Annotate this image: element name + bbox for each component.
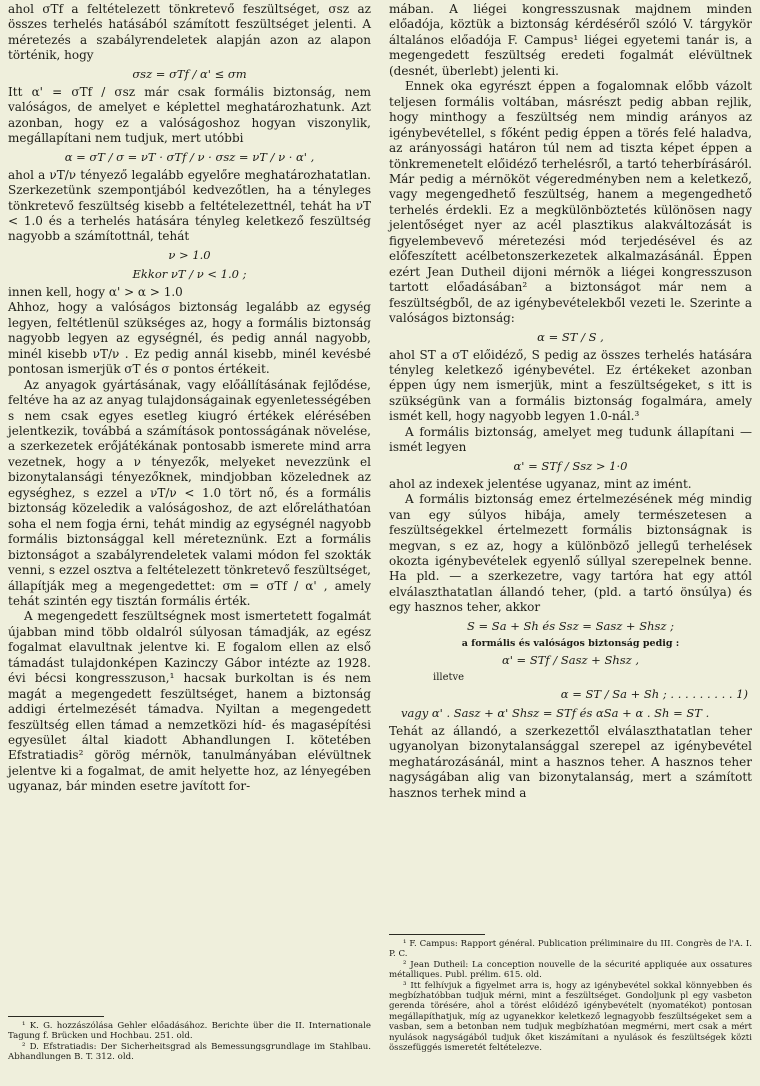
right-column	[389, 2, 752, 1054]
footnote: ² Jean Dutheil: La conception nouvelle de la sécurité appliquée aux ossatures métalliques. Publ. prélim. 615. old.	[389, 959, 752, 981]
paragraph: ahol ST a σT előidéző, S pedig az összes terhelés hatására tényleg keletkező igénybevétel. Ez értékeket azonban éppen úgy nem ismerjük, mint a feszültségeket, s itt is szükségünk van a formális biztonság fogalmára, amely ismét kell, hogy nagyobb legyen 1.0-nál.³	[389, 347, 752, 424]
equation-label: a formális és valóságos biztonság pedig :	[461, 637, 680, 649]
equation: S = Sa + Sh és Ssz = Sasz + Shsz ;	[466, 618, 674, 633]
footnote-divider	[8, 1016, 104, 1017]
paragraph: ahol a νT/ν tényező legalább egyelőre meghatározhatatlan. Szerkezetünk szempontjából kedvezőtlen, ha a tényleges tönkretevő feszültség kisebb a feltételezettnél, tehát ha νT < 1.0 és a terhelés hatására tényleg keletkező feszültség nagyobb a számítottnál, tehát	[8, 167, 371, 244]
footnote: ¹ K. G. hozzászólása Gehler előadásához. Berichte über die II. Internationale Tagung f. Brücken und Hochbau. 251. old.	[8, 1021, 371, 1042]
paragraph: innen kell, hogy α' > α > 1.0	[8, 284, 183, 299]
equation: α = σT / σ = νT · σTf / ν · σsz = νT / ν · α' ,	[64, 149, 315, 164]
footnote: ³ Itt felhívjuk a figyelmet arra is, hogy az igénybevétel sokkal könnyebben és megbízhatóbban tudjuk mérni, mint a feszültséget. Gondoljunk pl egy vasbeton gerenda törésére, ahol a törést előidéző igénybevételt (nyomatékot) pontosan megállapíthatjuk, míg az ugyanekkor keletkező legnagyobb feszültségeket sem a vasban, sem a betonban nem tudjuk megbízhatóan megmérni, mert csak a mért nyulások nagyságából tudjuk őket kiszámítani a nyulások és feszültségek közti összefüggés ismeretét feltételezve.	[389, 980, 752, 1054]
equation: α = ST / S ,	[537, 329, 604, 344]
equation: α' = STf / Ssz > 1·0	[513, 458, 628, 473]
equation: Ekkor νT / ν < 1.0 ;	[132, 266, 247, 281]
paragraph: Tehát az állandó, a szerkezettől elválaszthatatlan teher ugyanolyan bizonytalansággal szerepel az igénybevétel meghatározásánál, mint a hasznos teher. A hasznos teher nagyságában alig van bizonytalanság, mert a számított hasznos terhek mind a	[389, 723, 752, 800]
equation: ν > 1.0	[168, 247, 211, 262]
paragraph: A megengedett feszültségnek most ismertetett fogalmát újabban mind több oldalról súlyosan támadják, az egész fogalmat elavultnak jelentve ki. E fogalom ellen az első támadást tulajdonképen Kazinczy Gábor intézte az 1928. évi bécsi kongresszuson,¹ hacsak burkoltan is és nem magát a megengedett feszültséget, hanem a biztonság addigi értelmezését támadva. Nyiltan a megengedett feszültség ellen támad a nemzetközi híd- és magasépítési egyesület által kiadott Abhandlungen I. kötetében Efstratiadis² görög mérnök, tanulmányában elévültnek jelentve ki a fogalmat, de amit helyette hoz, az lényegében ugyanaz, bár minden esetre javított for-	[8, 609, 371, 794]
footnote: ² D. Efstratiadis: Der Sicherheitsgrad als Bemessungsgrundlage im Stahlbau. Abhandlungen B. T. 312. old.	[8, 1041, 371, 1063]
equation: vagy α' . Sasz + α' Shsz = STf és αSa + α . Sh = ST .	[401, 705, 710, 720]
equation: α' = STf / Sasz + Shsz ,	[501, 652, 640, 667]
paragraph: Ennek oka egyrészt éppen a fogalomnak előbb vázolt teljesen formális voltában, másrészt pedig abban rejlik, hogy minthogy a feszültség nem mindig arányos az igénybevétellel, s főként pedig éppen a törés felé haladva, az arányossági határon túl nem ad tiszta képet éppen a tönkremenetelt előidéző terhelésről, a tartó teherbírásáról. Már pedig a mérnököt végeredményben nem a keletkező, vagy megengedhető feszültség, hanem a megengedhető terhelés érdekli. Ez a megkülönböztetés különösen nagy jelentőséget nyer az acél plasztikus alakváltozását is figyelembevevő méretezési mód terjedésével és az előfeszített acélbetonszerkezetek alkalmazásánál. Éppen ezért Jean Dutheil dijoni mérnök a liégei kongresszuson tartott előadásában² a biztonságot már nem a feszültségből, de az igénybevételekből vezeti le. Szerinte a valóságos biztonság:	[389, 79, 752, 326]
equation: σsz = σTf / α' ≤ σm	[132, 66, 247, 81]
footnotes	[389, 928, 752, 1053]
equation: α = ST / Sa + Sh ; . . . . . . . . . 1)	[560, 686, 748, 701]
paragraph: Ahhoz, hogy a valóságos biztonság legalább az egység legyen, feltétlenül szükséges az, hogy a formális biztonság nagyobb legyen az egységnél, és pedig annál nagyobb, minél kisebb νT/ν . Ez pedig annál kisebb, minél kevésbé pontosan ismerjük σT és σ pontos értékeit.	[8, 300, 371, 377]
paragraph: ahol σTf a feltételezett tönkretevő feszültséget, σsz az összes terhelés hatásából számított feszültséget jelenti. A méretezés a szabályrendeletek alapján azon az alapon történik, hogy	[8, 2, 371, 63]
paragraph: A formális biztonság, amelyet meg tudunk állapítani — ismét legyen	[389, 424, 752, 455]
footnotes	[8, 1010, 371, 1063]
paragraph: Az anyagok gyártásának, vagy előállításának fejlődése, feltéve ha az az anyag tulajdonságainak egyenletességében s nem csak egyes esetleg kiugró értékek elérésében jelentkezik, továbbá a számítások pontosságának növelése, a szerkezetek erőjátékának pontosabb ismerete mind arra vezetnek, hogy a ν tényezők, melyeket nevezzünk el bizonytalansági tényezőknek, mindjobban közelednek az egységhez, s ezzel a νT/ν < 1.0 tört nő, és a formális biztonság közeledik a valóságoshoz, de azt előreláthatóan soha el nem fogja érni, tehát mindig az egységnél nagyobb formális biztonsággal kell méreteznünk. Ezt a formális biztonságot a szabályrendeletek valami módon fel szokták venni, s ezzel osztva a feltételezett tönkretevő feszültséget, állapítják meg a megengedettet: σm = σTf / α' , amely tehát szintén egy tisztán formális érték.	[8, 377, 371, 608]
footnote: ¹ F. Campus: Rapport général. Publication préliminaire du III. Congrès de l'A. I. P. C.	[389, 939, 752, 960]
paragraph: Itt α' = σTf / σsz már csak formális biztonság, nem valóságos, de amelyet e képlettel meghatározhatunk. Azt azonban, hogy ez a valóságoshoz hogyan viszonylik, megállapítani nem tudjuk, mert utóbbi	[8, 84, 371, 146]
left-column	[8, 2, 371, 1063]
paragraph: mában. A liégei kongresszusnak majdnem minden előadója, köztük a biztonság kérdéséről szóló V. tárgykör általános előadója F. Campus¹ liégei egyetemi tanár is, a megengedett feszültség eredeti fogalmát elévültnek (desnét, überlebt) jelenti ki.	[389, 2, 752, 78]
paragraph: A formális biztonság emez értelmezésének még mindig van egy súlyos hibája, amely természetesen a feszültségekkel értelmezett formális biztonságnak is megvan, s ez az, hogy a különböző jellegű terhelések okozta igénybevételek egyenlő súllyal szerepelnek benne. Ha pld. — a szerkezetre, vagy tartóra hat egy attól elválaszthatatlan állandó teher, (pld. a tartó önsúlya) és egy hasznos teher, akkor	[389, 492, 752, 615]
paragraph: ahol az indexek jelentése ugyanaz, mint az imént.	[389, 476, 692, 491]
equation-label: illetve	[433, 671, 465, 683]
footnote-divider	[389, 934, 485, 935]
